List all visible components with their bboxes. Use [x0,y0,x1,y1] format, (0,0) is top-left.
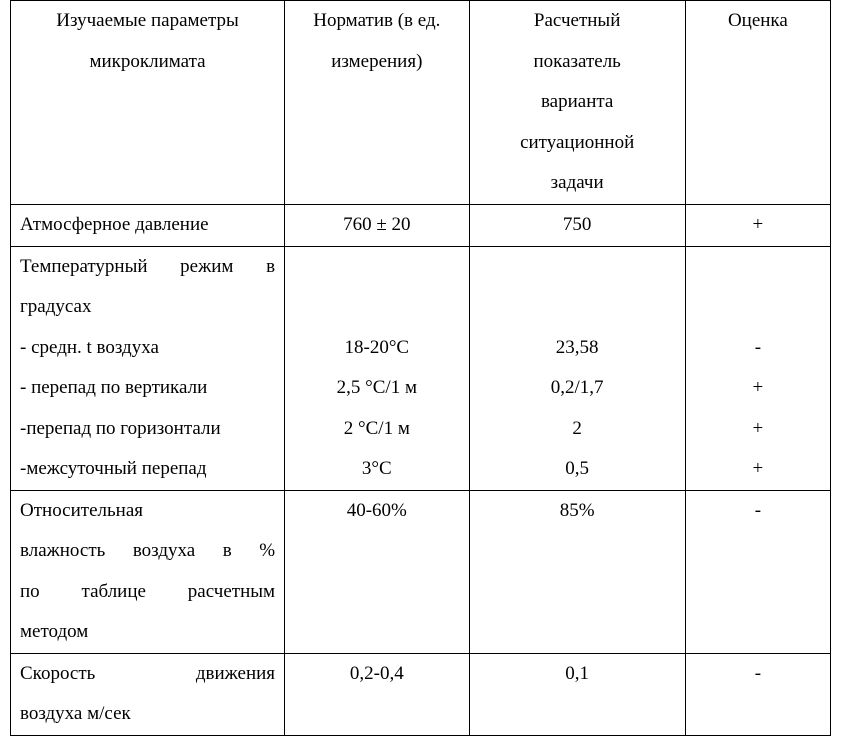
table-header-row [11,1,831,205]
table-row-pressure [11,205,831,247]
cell-param [11,246,285,490]
temperature-item-grade: + [752,377,764,398]
temperature-title-line: Температурный режим в [20,255,276,277]
cell-param [11,653,285,735]
temperature-item-param: -перепад по горизонтали [20,417,221,439]
temperature-item-calc: 2 [572,417,582,439]
temperature-item-norm: 18-20°С [344,336,410,358]
temperature-item-calc: 23,58 [555,336,599,358]
header-calc-line: ситуационной [520,131,635,153]
humidity-param-line: Относительная [20,499,143,521]
header-grade-line: Оценка [727,10,788,31]
cell-grade: - [685,490,830,653]
header-norm-line: измерения) [331,50,423,72]
header-calc-line: показатель [533,50,621,72]
cell-norm [285,246,470,490]
header-norm [285,1,470,205]
cell-calc: 0,1 [469,653,685,735]
cell-calc: 750 [469,205,685,247]
temperature-item-norm: 2,5 °С/1 м [336,377,417,398]
temperature-item-param: - средн. t воздуха [20,336,159,358]
cell-norm: 0,2-0,4 [285,653,470,735]
cell-grade: - [685,653,830,735]
header-calc-line: задачи [550,172,604,193]
air-speed-param-line: воздуха м/сек [20,703,131,724]
temperature-item-grade: - [754,336,762,358]
cell-grade: + [685,205,830,247]
table-row-air-speed [11,653,831,735]
cell-norm: 40-60% [285,490,470,653]
temperature-item-param: - перепад по вертикали [20,377,208,398]
temperature-item-norm: 2 °С/1 м [343,417,410,439]
cell-grade [685,246,830,490]
header-calc-line: варианта [540,91,614,112]
temperature-item-calc: 0,2/1,7 [550,377,604,398]
cell-calc: 85% [469,490,685,653]
air-speed-param-line: Скорость движения [20,662,276,684]
temperature-item-param: -межсуточный перепад [20,458,207,479]
temperature-item-norm: 3°С [361,458,392,479]
humidity-param-line: влажность воздуха в % [20,540,276,561]
header-params [11,1,285,205]
microclimate-table [10,0,831,736]
cell-norm: 760 ± 20 [285,205,470,247]
temperature-item-grade: + [752,417,764,439]
temperature-title-line: градусах [20,296,92,317]
cell-param [11,490,285,653]
cell-calc [469,246,685,490]
header-calc-line: Расчетный [533,10,621,31]
header-grade [685,1,830,205]
table-row-humidity [11,490,831,653]
header-params-line: микроклимата [89,50,206,72]
header-norm-line: Норматив (в ед. [313,10,441,31]
header-calc [469,1,685,205]
temperature-item-calc: 0,5 [565,458,590,479]
header-params-line: Изучаемые параметры [56,10,239,31]
humidity-param-line: методом [20,621,89,642]
table-row-temperature [11,246,831,490]
humidity-param-line: по таблице расчетным [20,580,276,602]
temperature-item-grade: + [752,458,764,479]
cell-param: Атмосферное давление [11,205,285,247]
